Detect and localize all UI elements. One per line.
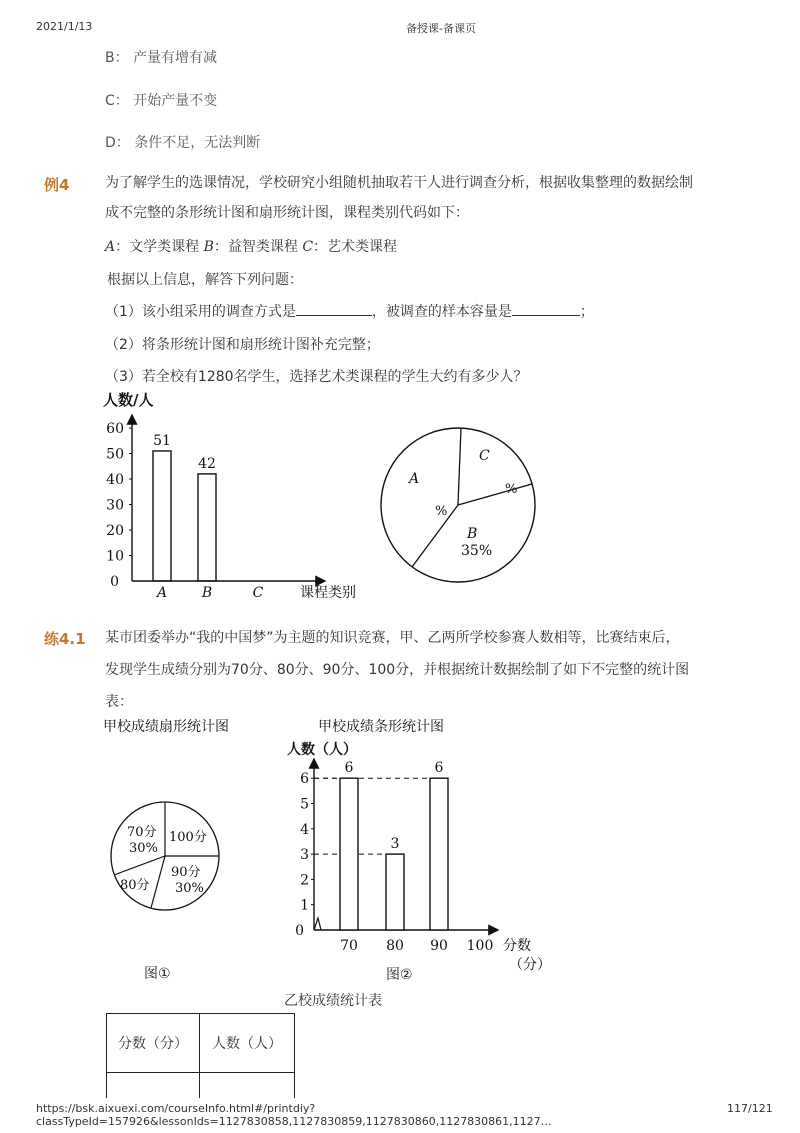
bar2-ytick-label: 2 [300,872,309,889]
bar1-ytick-label: 60 [106,421,124,437]
bar2-xtick-label: 90 [430,938,448,954]
question-2: （2）将条形统计图和扇形统计图补充完整； [105,337,380,353]
pie1-label-a: A [409,471,420,487]
bar2-value-label: 3 [390,836,400,853]
footer-page: 117/121 [727,1102,773,1115]
bar1-ytick-label: 40 [106,472,124,488]
bar1-ytick-label: 50 [106,446,124,463]
bar2-title: 甲校成绩条形统计图 [318,719,444,735]
course-pie-chart [375,405,545,605]
option-b: B： 产量有增有减 [105,50,218,66]
score-pie-chart [105,800,230,920]
bar2-bar [340,778,358,930]
pie2-title: 甲校成绩扇形统计图 [103,719,229,735]
print-date: 2021/1/13 [36,20,93,33]
pie1-pct-c: % [505,482,518,497]
print-title: 备授课-备课页 [406,22,476,35]
question-3: （3）若全校有1280名学生，选择艺术类课程的学生大约有多少人？ [105,369,528,385]
bar1-bar [198,474,216,581]
practice-text: 某市团委举办“我的中国梦”为主题的知识竞赛，甲、乙两所学校参赛人数相等，比赛结束后， 发现学生成绩分别为70分、80分、90分、100分，并根据统计数据绘制了如下不完整的统计图 表： [105,630,690,710]
pie1-label-c: C [479,448,490,464]
practice-label: 练4.1 [44,630,86,648]
pie1-pct-b: 35% [461,543,493,559]
answer-blank-2[interactable] [512,300,580,316]
pie2-label-70: 70分 [127,825,157,840]
bar1-value-label: 51 [153,432,171,449]
bar1-xtick-label: C [252,585,264,601]
pie2-divider-bottom [151,856,165,908]
answer-blank-1[interactable] [296,300,372,316]
bar2-axis-break [314,918,321,930]
bar1-ytick-label: 0 [110,574,119,590]
example-text: 为了解学生的选课情况，学校研究小组随机抽取若干人进行调查分析，根据收集整理的数据绘制 成不完整的条形统计图和扇形统计图，课程类别代码如下： [105,175,693,221]
bar1-ytick-label: 10 [106,548,124,565]
table-header-count: 人数（人） [200,1014,295,1073]
table-header-score: 分数（分） [107,1014,200,1073]
table-header-row [107,1014,295,1073]
bar2-ytick-label: 6 [300,771,309,788]
bar2-ytick-label: 1 [300,897,309,914]
bar1-xtick-label: B [201,585,213,601]
course-codes: A：文学类课程 B：益智类课程 C：艺术类课程 [105,239,398,255]
bar2-value-label: 6 [344,760,354,777]
bar2-bar [430,778,448,930]
table-title: 乙校成绩统计表 [284,993,382,1009]
footer-url[interactable]: https://bsk.aixuexi.com/courseInfo.html#/printdiy?classTypeId=157926&lessonIds=1127830858,1127830859,1127830860,1127830861,1127… [36,1102,552,1128]
score-bar-chart [283,733,553,973]
option-d: D： 条件不足，无法判断 [105,135,261,151]
bar1-ytick-label: 30 [106,497,124,514]
bar2-ytick-label: 5 [300,796,309,813]
bar1-xtick-label: A [156,585,168,601]
bar2-ylabel: 人数（人） [287,742,357,758]
pie2-label-90: 90分 [171,865,201,880]
bar2-xtick-label: 100 [466,938,494,954]
bar2-value-label: 6 [434,760,444,777]
pie2-label-100: 100分 [169,830,207,845]
pie2-divider-left [114,856,165,875]
bar2-caption: 图② [386,967,413,983]
bar1-value-label: 42 [198,455,216,472]
bar2-ytick-label: 0 [295,923,304,939]
question-1: （1）该小组采用的调查方式是 ，被调查的样本容量是 ； [105,297,594,327]
course-bar-chart [95,385,356,607]
bar2-xtick-label: 70 [340,938,358,954]
bar2-ytick-label: 3 [300,847,309,864]
pie2-label-80: 80分 [120,878,150,893]
pie2-pct-70: 30% [129,841,158,856]
bar2-xlabel: 分数 [503,938,531,954]
pie2-caption: 图① [144,966,171,982]
bar2-bar [386,854,404,930]
option-c: C： 开始产量不变 [105,93,218,109]
pie1-label-b: B [467,526,478,542]
bar2-xunit: （分） [509,957,551,973]
example-label: 例4 [44,176,70,194]
intro-text: 根据以上信息，解答下列问题： [107,272,303,288]
bar2-ytick-label: 4 [300,821,309,838]
bar1-bar [153,451,171,581]
bar1-ytick-label: 20 [106,523,124,539]
pie1-divider-cb [458,484,532,505]
pie1-divider-ac [458,428,461,505]
bar1-xlabel: 课程类别 [300,585,356,601]
bar1-ylabel: 人数/人 [103,391,154,409]
pie2-pct-90: 30% [175,881,204,896]
pie1-pct-a: % [435,504,448,519]
bar2-xtick-label: 80 [386,938,404,954]
